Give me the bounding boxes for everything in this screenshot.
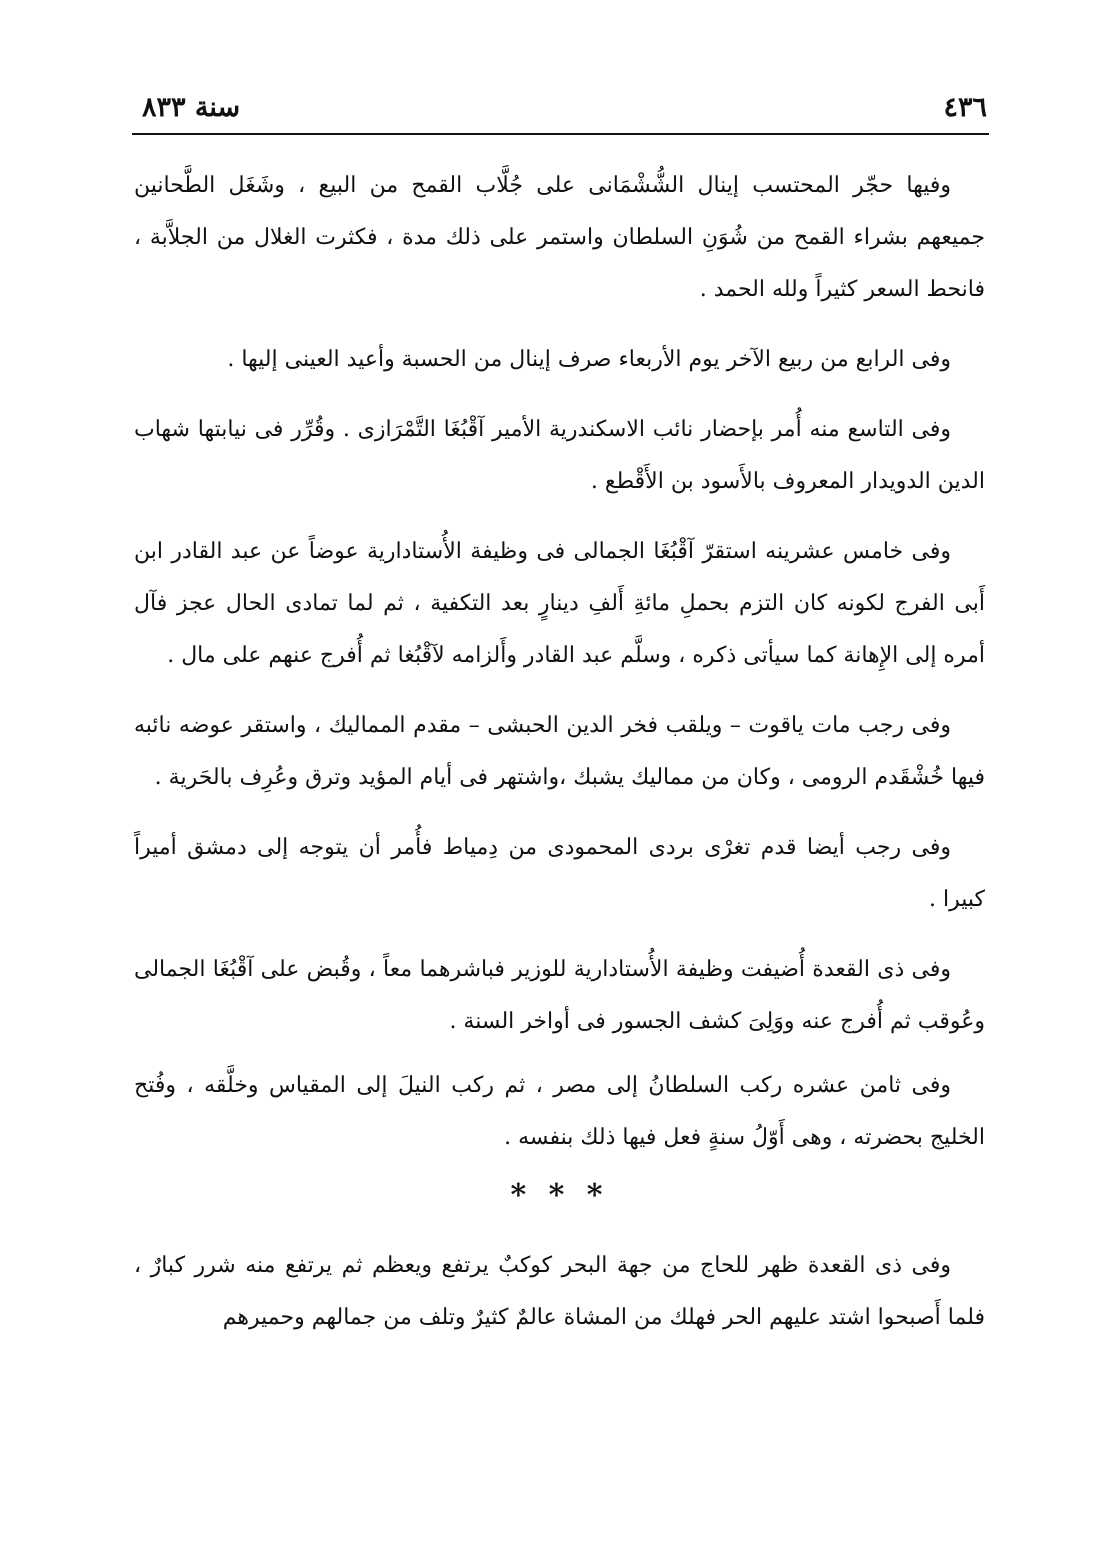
page-header bbox=[132, 84, 987, 132]
paragraph: وفى ذى القعدة أُضيفت وظيفة الأُستادارية للوزير فباشرهما معاً ، وقُبض على آقْبُغَا الجمالى وعُوقب ثم أُفرج عنه ووَلِىَ كشف الجسور فى أواخر السنة . bbox=[134, 957, 985, 1034]
paragraph: وفى ثامن عشره ركب السلطانُ إلى مصر ، ثم ركب النيلَ إلى المقياس وخلَّقه ، وفُتح الخليج بحضرته ، وهى أَوّلُ سنةٍ فعل فيها ذلك بنفسه . bbox=[134, 1073, 985, 1150]
header-rule bbox=[132, 133, 989, 135]
paragraph: وفى رجب مات ياقوت – ويلقب فخر الدين الحبشى – مقدم المماليك ، واستقر عوضه نائبه فيها خُشْقَدم الرومى ، وكان من مماليك يشبك ،واشتهر فى أيام المؤيد وترق وعُرِف بالحَرية . bbox=[134, 713, 985, 790]
paragraph: وفى خامس عشرينه استقرّ آقْبُغَا الجمالى فى وظيفة الأُستادارية عوضاً عن عبد القادر ابن أَبى الفرج لكونه كان التزم بحملِ مائةِ أَلفِ دينارٍ بعد التكفية ، ثم لما تمادى الحال عجز فآل أمره إلى الإِهانة كما سيأتى ذكره ، وسلَّم عبد القادر وأَلزامه لآقْبُغا ثم أُفرج عنهم على مال . bbox=[134, 539, 985, 668]
section-separator: * * * bbox=[510, 1178, 609, 1213]
body-text bbox=[134, 160, 985, 1362]
paragraph: وفى رجب أيضا قدم تغرْى بردى المحمودى من دِمياط فأُمر أن يتوجه إلى دمشق أميراً كبيرا . bbox=[134, 835, 985, 912]
paragraph: وفى الرابع من ربيع الآخر يوم الأربعاء صرف إينال من الحسبة وأعيد العينى إليها . bbox=[227, 347, 951, 372]
paragraph: وفى ذى القعدة ظهر للحاج من جهة البحر كوكبٌ يرتفع ويعظم ثم يرتفع منه شرر كبارٌ ، فلما أَصبحوا اشتد عليهم الحر فهلك من المشاة عالمٌ كثيرٌ وتلف من جمالهم وحميرهم bbox=[134, 1253, 985, 1330]
paragraph: وفى التاسع منه أُمر بإحضار نائب الاسكندرية الأمير آقْبُغَا التَّمْرَازى . وقُرِّر فى نيابتها شهاب الدين الدويدار المعروف بالأَسود بن الأَقْطع . bbox=[134, 417, 985, 494]
running-head: سنة ٨٣٣ bbox=[142, 92, 241, 123]
paragraph: وفيها حجّر المحتسب إينال الشُّشْمَانى على جُلَّاب القمح من البيع ، وشَغَل الطَّحانين جميعهم بشراء القمح من شُوَنِ السلطان واستمر على ذلك مدة ، فكثرت الغلال من الجلاَّبة ، فانحط السعر كثيراً ولله الحمد . bbox=[134, 173, 985, 302]
page-number: ٤٣٦ bbox=[943, 92, 987, 123]
